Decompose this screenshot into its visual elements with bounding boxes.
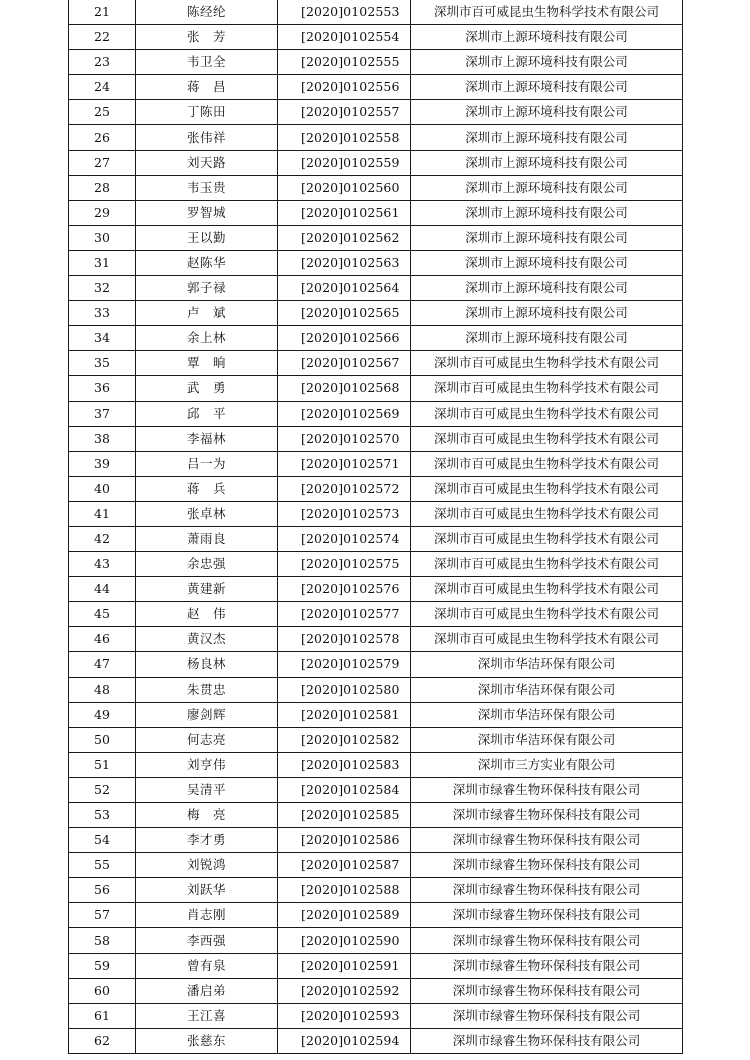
certificate-number-cell: [2020]0102579: [278, 652, 411, 677]
person-name-cell: 覃 晌: [136, 351, 278, 376]
table-row: [69, 401, 683, 426]
certificate-number-cell: [2020]0102590: [278, 928, 411, 953]
certificate-number-cell: [2020]0102561: [278, 200, 411, 225]
table-row: [69, 476, 683, 501]
person-name-cell: 杨良林: [136, 652, 278, 677]
person-name-cell: 余忠强: [136, 552, 278, 577]
person-name-cell: 邱 平: [136, 401, 278, 426]
company-name-cell: 深圳市百可威昆虫生物科学技术有限公司: [411, 476, 683, 501]
company-name-cell: 深圳市上源环境科技有限公司: [411, 225, 683, 250]
row-number-cell: 30: [69, 225, 136, 250]
certificate-number-cell: [2020]0102574: [278, 526, 411, 551]
table-row: [69, 426, 683, 451]
company-name-cell: 深圳市上源环境科技有限公司: [411, 250, 683, 275]
row-number-cell: 32: [69, 276, 136, 301]
row-number-cell: 35: [69, 351, 136, 376]
certificate-number-cell: [2020]0102554: [278, 25, 411, 50]
certificate-number-cell: [2020]0102584: [278, 777, 411, 802]
company-name-cell: 深圳市上源环境科技有限公司: [411, 150, 683, 175]
person-name-cell: 刘跃华: [136, 878, 278, 903]
company-name-cell: 深圳市百可威昆虫生物科学技术有限公司: [411, 376, 683, 401]
table-row: [69, 175, 683, 200]
person-name-cell: 朱贯忠: [136, 677, 278, 702]
person-name-cell: 黄汉杰: [136, 627, 278, 652]
table-row: [69, 752, 683, 777]
certificate-number-cell: [2020]0102583: [278, 752, 411, 777]
row-number-cell: 31: [69, 250, 136, 275]
row-number-cell: 41: [69, 501, 136, 526]
person-name-cell: 韦卫全: [136, 50, 278, 75]
table-row: [69, 777, 683, 802]
person-name-cell: 武 勇: [136, 376, 278, 401]
table-row: [69, 451, 683, 476]
company-name-cell: 深圳市百可威昆虫生物科学技术有限公司: [411, 426, 683, 451]
person-name-cell: 潘启弟: [136, 978, 278, 1003]
table-row: [69, 150, 683, 175]
table-row: [69, 953, 683, 978]
row-number-cell: 25: [69, 100, 136, 125]
row-number-cell: 57: [69, 903, 136, 928]
table-row: [69, 978, 683, 1003]
certificate-number-cell: [2020]0102572: [278, 476, 411, 501]
row-number-cell: 29: [69, 200, 136, 225]
table-row: [69, 627, 683, 652]
certificate-number-cell: [2020]0102564: [278, 276, 411, 301]
company-name-cell: 深圳市百可威昆虫生物科学技术有限公司: [411, 552, 683, 577]
row-number-cell: 52: [69, 777, 136, 802]
person-name-cell: 郭子禄: [136, 276, 278, 301]
row-number-cell: 50: [69, 727, 136, 752]
company-name-cell: 深圳市绿睿生物环保科技有限公司: [411, 853, 683, 878]
company-name-cell: 深圳市三方实业有限公司: [411, 752, 683, 777]
person-name-cell: 梅 亮: [136, 803, 278, 828]
certificate-number-cell: [2020]0102585: [278, 803, 411, 828]
certificate-number-cell: [2020]0102563: [278, 250, 411, 275]
certificate-number-cell: [2020]0102586: [278, 828, 411, 853]
certificate-number-cell: [2020]0102591: [278, 953, 411, 978]
person-name-cell: 赵 伟: [136, 602, 278, 627]
certificate-number-cell: [2020]0102587: [278, 853, 411, 878]
person-name-cell: 廖剑辉: [136, 702, 278, 727]
certificate-number-cell: [2020]0102555: [278, 50, 411, 75]
row-number-cell: 44: [69, 577, 136, 602]
row-number-cell: 55: [69, 853, 136, 878]
row-number-cell: 28: [69, 175, 136, 200]
row-number-cell: 21: [69, 0, 136, 25]
row-number-cell: 26: [69, 125, 136, 150]
row-number-cell: 40: [69, 476, 136, 501]
table-row: [69, 326, 683, 351]
company-name-cell: 深圳市上源环境科技有限公司: [411, 175, 683, 200]
certificate-number-cell: [2020]0102565: [278, 301, 411, 326]
table-row: [69, 100, 683, 125]
company-name-cell: 深圳市绿睿生物环保科技有限公司: [411, 878, 683, 903]
row-number-cell: 56: [69, 878, 136, 903]
person-name-cell: 黄建新: [136, 577, 278, 602]
certificate-number-cell: [2020]0102593: [278, 1003, 411, 1028]
company-name-cell: 深圳市上源环境科技有限公司: [411, 50, 683, 75]
table-row: [69, 577, 683, 602]
row-number-cell: 46: [69, 627, 136, 652]
company-name-cell: 深圳市百可威昆虫生物科学技术有限公司: [411, 526, 683, 551]
table-row: [69, 250, 683, 275]
table-row: [69, 652, 683, 677]
person-name-cell: 李才勇: [136, 828, 278, 853]
person-name-cell: 张 芳: [136, 25, 278, 50]
person-name-cell: 何志亮: [136, 727, 278, 752]
person-name-cell: 赵陈华: [136, 250, 278, 275]
table-row: [69, 878, 683, 903]
company-name-cell: 深圳市绿睿生物环保科技有限公司: [411, 803, 683, 828]
person-name-cell: 余上林: [136, 326, 278, 351]
person-name-cell: 刘天路: [136, 150, 278, 175]
person-name-cell: 刘亨伟: [136, 752, 278, 777]
table-row: [69, 75, 683, 100]
table-row: [69, 803, 683, 828]
company-name-cell: 深圳市上源环境科技有限公司: [411, 301, 683, 326]
table-row: [69, 677, 683, 702]
certificate-number-cell: [2020]0102575: [278, 552, 411, 577]
company-name-cell: 深圳市上源环境科技有限公司: [411, 75, 683, 100]
row-number-cell: 43: [69, 552, 136, 577]
row-number-cell: 34: [69, 326, 136, 351]
company-name-cell: 深圳市上源环境科技有限公司: [411, 276, 683, 301]
company-name-cell: 深圳市绿睿生物环保科技有限公司: [411, 903, 683, 928]
certificate-number-cell: [2020]0102562: [278, 225, 411, 250]
company-name-cell: 深圳市华洁环保有限公司: [411, 727, 683, 752]
company-name-cell: 深圳市百可威昆虫生物科学技术有限公司: [411, 401, 683, 426]
row-number-cell: 47: [69, 652, 136, 677]
company-name-cell: 深圳市上源环境科技有限公司: [411, 125, 683, 150]
company-name-cell: 深圳市绿睿生物环保科技有限公司: [411, 828, 683, 853]
table-row: [69, 828, 683, 853]
certificate-number-cell: [2020]0102567: [278, 351, 411, 376]
certificate-number-cell: [2020]0102553: [278, 0, 411, 25]
company-name-cell: 深圳市百可威昆虫生物科学技术有限公司: [411, 451, 683, 476]
certificate-number-cell: [2020]0102560: [278, 175, 411, 200]
certificate-number-cell: [2020]0102578: [278, 627, 411, 652]
certificate-number-cell: [2020]0102571: [278, 451, 411, 476]
row-number-cell: 49: [69, 702, 136, 727]
company-name-cell: 深圳市绿睿生物环保科技有限公司: [411, 777, 683, 802]
company-name-cell: 深圳市百可威昆虫生物科学技术有限公司: [411, 501, 683, 526]
row-number-cell: 60: [69, 978, 136, 1003]
person-name-cell: 刘锐鸿: [136, 853, 278, 878]
row-number-cell: 24: [69, 75, 136, 100]
row-number-cell: 33: [69, 301, 136, 326]
row-number-cell: 53: [69, 803, 136, 828]
person-name-cell: 李西强: [136, 928, 278, 953]
row-number-cell: 27: [69, 150, 136, 175]
row-number-cell: 23: [69, 50, 136, 75]
table-row: [69, 501, 683, 526]
certificate-number-cell: [2020]0102559: [278, 150, 411, 175]
person-name-cell: 张慈东: [136, 1028, 278, 1053]
row-number-cell: 37: [69, 401, 136, 426]
table-body: [69, 0, 683, 1053]
table-row: [69, 25, 683, 50]
person-name-cell: 卢 斌: [136, 301, 278, 326]
certificate-number-cell: [2020]0102588: [278, 878, 411, 903]
row-number-cell: 51: [69, 752, 136, 777]
company-name-cell: 深圳市上源环境科技有限公司: [411, 25, 683, 50]
company-name-cell: 深圳市绿睿生物环保科技有限公司: [411, 1003, 683, 1028]
certificate-number-cell: [2020]0102556: [278, 75, 411, 100]
row-number-cell: 58: [69, 928, 136, 953]
certificate-number-cell: [2020]0102566: [278, 326, 411, 351]
certificate-number-cell: [2020]0102592: [278, 978, 411, 1003]
person-name-cell: 罗智城: [136, 200, 278, 225]
row-number-cell: 54: [69, 828, 136, 853]
certificate-number-cell: [2020]0102589: [278, 903, 411, 928]
row-number-cell: 61: [69, 1003, 136, 1028]
company-name-cell: 深圳市上源环境科技有限公司: [411, 100, 683, 125]
person-name-cell: 丁陈田: [136, 100, 278, 125]
company-name-cell: 深圳市绿睿生物环保科技有限公司: [411, 928, 683, 953]
table-row: [69, 50, 683, 75]
person-name-cell: 王江喜: [136, 1003, 278, 1028]
certificate-number-cell: [2020]0102582: [278, 727, 411, 752]
company-name-cell: 深圳市百可威昆虫生物科学技术有限公司: [411, 351, 683, 376]
certificate-number-cell: [2020]0102569: [278, 401, 411, 426]
table-row: [69, 225, 683, 250]
person-name-cell: 蒋 昌: [136, 75, 278, 100]
table-row: [69, 125, 683, 150]
company-name-cell: 深圳市百可威昆虫生物科学技术有限公司: [411, 602, 683, 627]
row-number-cell: 38: [69, 426, 136, 451]
certificate-number-cell: [2020]0102557: [278, 100, 411, 125]
table-row: [69, 853, 683, 878]
certificate-number-cell: [2020]0102576: [278, 577, 411, 602]
person-name-cell: 吕一为: [136, 451, 278, 476]
table-row: [69, 552, 683, 577]
table-row: [69, 0, 683, 25]
company-name-cell: 深圳市百可威昆虫生物科学技术有限公司: [411, 0, 683, 25]
certificate-number-cell: [2020]0102570: [278, 426, 411, 451]
table-row: [69, 1003, 683, 1028]
person-name-cell: 萧雨良: [136, 526, 278, 551]
person-name-cell: 曾有泉: [136, 953, 278, 978]
company-name-cell: 深圳市华洁环保有限公司: [411, 677, 683, 702]
person-name-cell: 肖志刚: [136, 903, 278, 928]
company-name-cell: 深圳市华洁环保有限公司: [411, 702, 683, 727]
certificate-number-cell: [2020]0102573: [278, 501, 411, 526]
row-number-cell: 45: [69, 602, 136, 627]
person-name-cell: 陈经纶: [136, 0, 278, 25]
table-row: [69, 526, 683, 551]
certificate-number-cell: [2020]0102581: [278, 702, 411, 727]
person-name-cell: 蒋 兵: [136, 476, 278, 501]
company-name-cell: 深圳市绿睿生物环保科技有限公司: [411, 953, 683, 978]
table-row: [69, 351, 683, 376]
certificate-number-cell: [2020]0102577: [278, 602, 411, 627]
person-name-cell: 李福林: [136, 426, 278, 451]
company-name-cell: 深圳市百可威昆虫生物科学技术有限公司: [411, 627, 683, 652]
certificate-number-cell: [2020]0102568: [278, 376, 411, 401]
company-name-cell: 深圳市绿睿生物环保科技有限公司: [411, 1028, 683, 1053]
certificate-table: [68, 0, 683, 1054]
row-number-cell: 22: [69, 25, 136, 50]
row-number-cell: 59: [69, 953, 136, 978]
company-name-cell: 深圳市百可威昆虫生物科学技术有限公司: [411, 577, 683, 602]
row-number-cell: 39: [69, 451, 136, 476]
certificate-number-cell: [2020]0102580: [278, 677, 411, 702]
row-number-cell: 62: [69, 1028, 136, 1053]
certificate-number-cell: [2020]0102594: [278, 1028, 411, 1053]
person-name-cell: 吴清平: [136, 777, 278, 802]
person-name-cell: 韦玉贵: [136, 175, 278, 200]
company-name-cell: 深圳市上源环境科技有限公司: [411, 326, 683, 351]
table-row: [69, 903, 683, 928]
table-row: [69, 376, 683, 401]
table-row: [69, 928, 683, 953]
table-row: [69, 602, 683, 627]
person-name-cell: 张卓林: [136, 501, 278, 526]
certificate-number-cell: [2020]0102558: [278, 125, 411, 150]
person-name-cell: 张伟祥: [136, 125, 278, 150]
table-row: [69, 702, 683, 727]
company-name-cell: 深圳市绿睿生物环保科技有限公司: [411, 978, 683, 1003]
table-row: [69, 200, 683, 225]
row-number-cell: 42: [69, 526, 136, 551]
company-name-cell: 深圳市华洁环保有限公司: [411, 652, 683, 677]
person-name-cell: 王以勤: [136, 225, 278, 250]
row-number-cell: 48: [69, 677, 136, 702]
table-row: [69, 727, 683, 752]
table-row: [69, 301, 683, 326]
table-row: [69, 276, 683, 301]
row-number-cell: 36: [69, 376, 136, 401]
table-row: [69, 1028, 683, 1053]
company-name-cell: 深圳市上源环境科技有限公司: [411, 200, 683, 225]
